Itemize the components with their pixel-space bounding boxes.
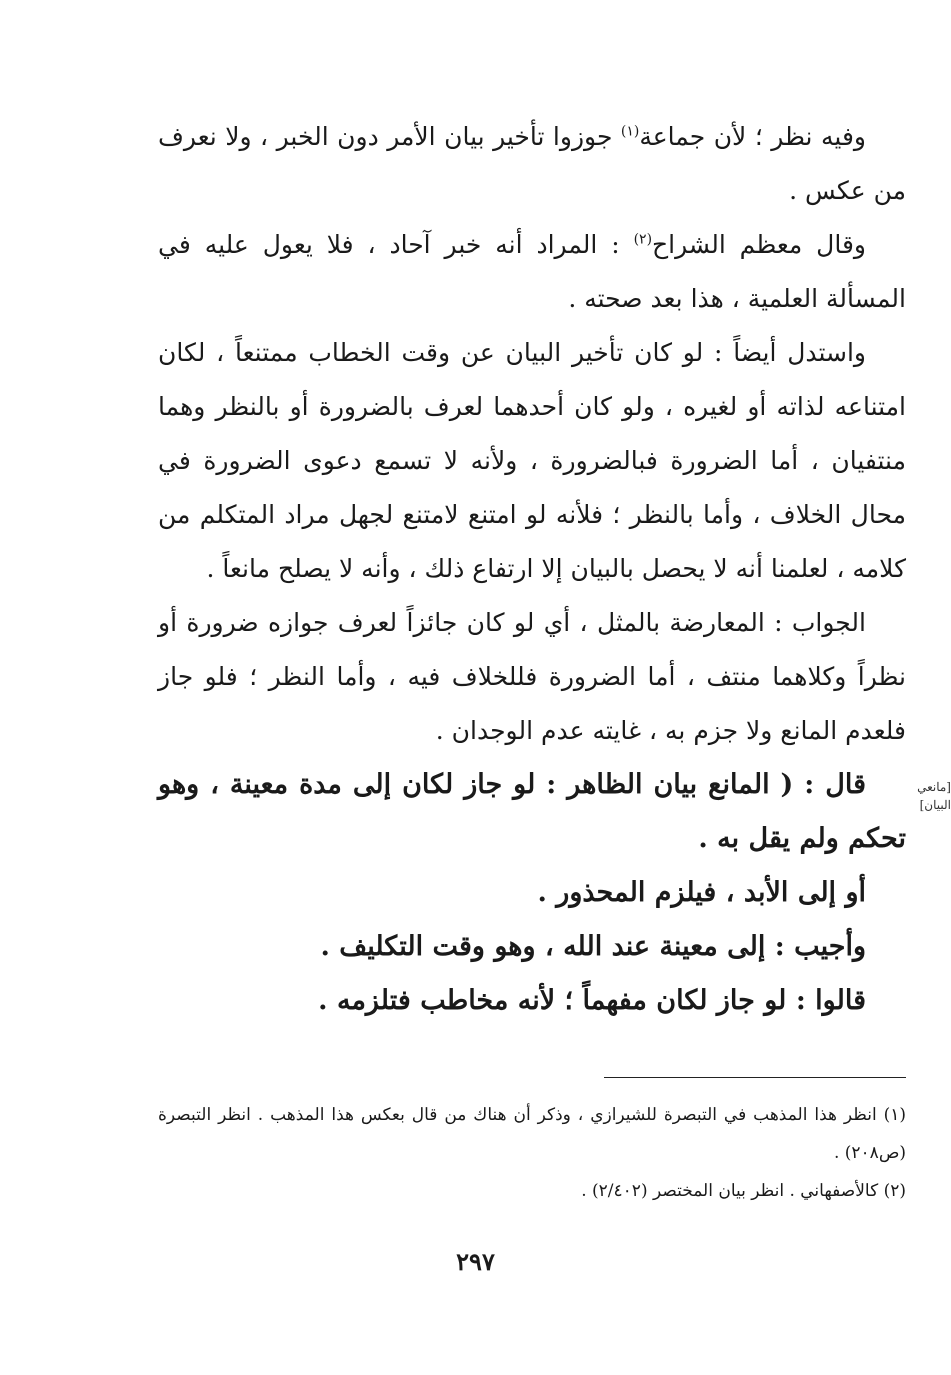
- page-number: ٢٩٧: [456, 1247, 495, 1276]
- margin-note-line-2: البيان]: [919, 798, 951, 812]
- footnote-1: (١) انظر هذا المذهب في التبصرة للشيرازي ، وذكر أن هناك من قال بعكس هذا المذهب . انظر التبصرة (ص٢٠٨) .: [158, 1105, 906, 1163]
- paragraph-2: [158, 218, 906, 326]
- quote-line-4: قالوا : لو جاز لكان مفهماً ؛ لأنه مخاطب فتلزمه .: [318, 985, 866, 1016]
- margin-note: [917, 778, 951, 814]
- paragraph-1-after: جوزوا تأخير بيان الأمر دون الخبر ، ولا نعرف من عكس .: [158, 122, 906, 205]
- paragraph-4: الجواب : المعارضة بالمثل ، أي لو كان جائزاً لعرف جوازه ضرورة أو نظراً وكلاهما منتف ، أما الضرورة فللخلاف فيه ، وأما النظر ؛ فلو جاز فلعدم المانع ولا جزم به ، غايته عدم الوجدان .: [158, 608, 906, 745]
- paragraph-1-before: وفيه نظر ؛ لأن جماعة: [639, 122, 866, 151]
- main-text: [158, 110, 906, 758]
- paragraph-2-before: وقال معظم الشراح: [652, 230, 866, 259]
- paragraph-3: واستدل أيضاً : لو كان تأخير البيان عن وقت الخطاب ممتنعاً ، لكان امتناعه لذاته أو لغيره ، ولو كان أحدهما لعرف بالضرورة أو بالنظر وهما منتفيان ، أما الضرورة فبالضرورة ، ولأنه لا تسمع دعوى الضرورة في محال الخلاف ، وأما بالنظر ؛ فلأنه لو امتنع لامتنع لجهل مراد المتكلم من كلامه ، لعلمنا أنه لا يحصل بالبيان إلا ارتفاع ذلك ، وأنه لا يصلح مانعاً .: [158, 338, 906, 583]
- footnote-ref-1[interactable]: (١): [620, 123, 640, 140]
- quote-line-1: قال : ( المانع بيان الظاهر : لو جاز لكان إلى مدة معينة ، وهو تحكم ولم يقل به .: [158, 769, 906, 854]
- footnote-divider: [604, 1077, 906, 1078]
- footnotes: [158, 1096, 906, 1210]
- quoted-passage: [158, 758, 906, 1028]
- quote-line-3: وأجيب : إلى معينة عند الله ، وهو وقت التكليف .: [320, 931, 866, 962]
- margin-note-line-1: [مانعي: [917, 780, 951, 794]
- footnote-ref-2[interactable]: (٢): [633, 231, 653, 248]
- paragraph-2-after: : المراد أنه خبر آحاد ، فلا يعول عليه في المسألة العلمية ، هذا بعد صحته .: [158, 230, 906, 313]
- footnote-2: (٢) كالأصفهاني . انظر بيان المختصر (٢/٤٠٢) .: [581, 1181, 906, 1201]
- quote-line-2: أو إلى الأبد ، فيلزم المحذور .: [537, 877, 866, 908]
- paragraph-1: [158, 110, 906, 218]
